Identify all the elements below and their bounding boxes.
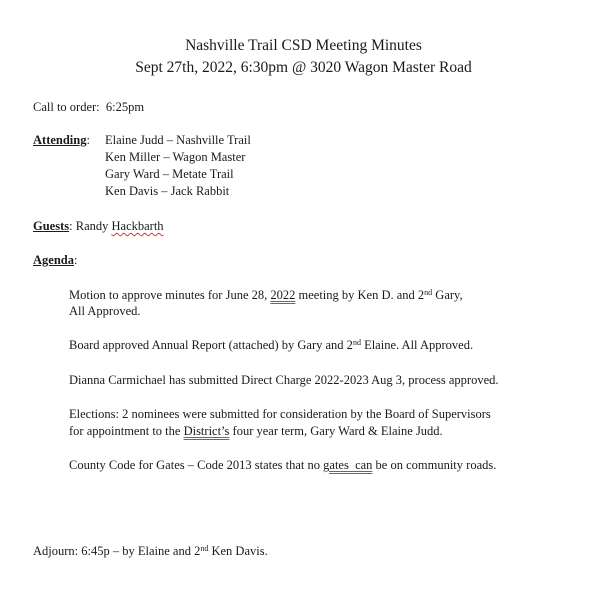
agenda-item-4-line2: [69, 424, 443, 439]
agenda-item-1: [69, 288, 463, 303]
agenda-item-1-text: Motion to approve minutes for June 28,: [69, 288, 271, 302]
guests-label: Guests: [33, 219, 70, 233]
attendee: Gary Ward – Metate Trail: [105, 167, 234, 181]
agenda-item-1-post: Gary,: [432, 288, 463, 302]
guests-line: Guests: Randy Hackbarth: [33, 219, 164, 233]
guest-last-name: Hackbarth: [111, 219, 164, 233]
adjourn-post: Ken Davis.: [208, 544, 268, 558]
agenda-item-4-pre: for appointment to the: [69, 424, 184, 438]
attendee: Ken Miller – Wagon Master: [105, 150, 246, 164]
agenda-item-1-year: 2022: [270, 288, 296, 302]
agenda-item-4-post: four year term, Gary Ward & Elaine Judd.: [229, 424, 443, 438]
ordinal-suffix: nd: [352, 338, 361, 347]
attending-heading: Attending:: [33, 133, 90, 147]
call-to-order: [33, 100, 144, 115]
attendee: Ken Davis – Jack Rabbit: [105, 184, 230, 198]
agenda-label: Agenda: [33, 253, 74, 267]
agenda-item-2: [69, 338, 473, 353]
ordinal-suffix: nd: [200, 544, 209, 553]
agenda-item-5: [69, 458, 496, 473]
agenda-item-5-post: be on community roads.: [372, 458, 497, 472]
adjourn-text: Adjourn: 6:45p – by Elaine and 2: [33, 544, 201, 558]
agenda-item-1-line2: All Approved.: [69, 304, 141, 318]
agenda-item-4-district: District’s: [183, 424, 230, 438]
attendee: Elaine Judd – Nashville Trail: [105, 133, 251, 147]
call-to-order-label: Call to order:: [33, 100, 100, 114]
agenda-item-2-post: Elaine. All Approved.: [360, 338, 474, 352]
ordinal-suffix: nd: [424, 288, 433, 297]
document-subtitle: Sept 27th, 2022, 6:30pm @ 3020 Wagon Master Road: [135, 59, 472, 76]
adjourn-line: [33, 544, 268, 559]
agenda-item-5-text: County Code for Gates – Code 2013 states that no: [69, 458, 324, 472]
agenda-item-2-text: Board approved Annual Report (attached) by Gary and 2: [69, 338, 353, 352]
call-to-order-time: 6:25pm: [105, 100, 145, 114]
agenda-item-3: Dianna Carmichael has submitted Direct Charge 2022-2023 Aug 3, process approved.: [69, 373, 499, 387]
agenda-item-5-gates: gates can: [323, 458, 373, 472]
agenda-item-1-mid: meeting by Ken D. and 2: [295, 288, 425, 302]
agenda-item-4-line1: Elections: 2 nominees were submitted for consideration by the Board of Supervisors: [69, 407, 491, 421]
guest-first-name: Randy: [75, 219, 109, 233]
document-title: Nashville Trail CSD Meeting Minutes: [185, 37, 422, 54]
attending-label: Attending: [33, 133, 87, 147]
agenda-heading: Agenda:: [33, 253, 78, 267]
